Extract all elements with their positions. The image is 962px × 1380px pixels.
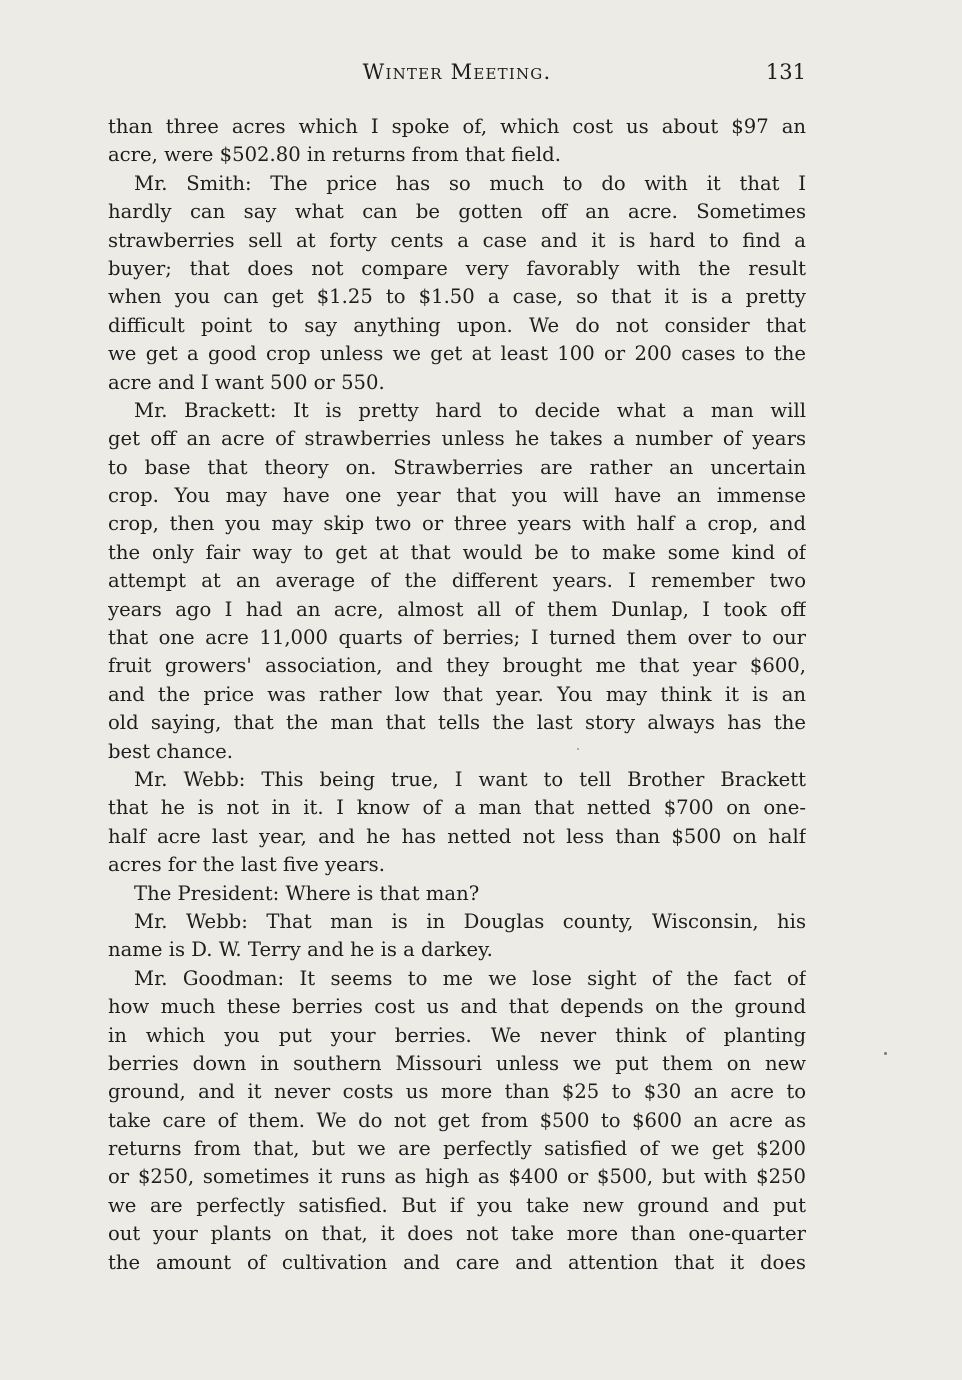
text-line: old saying, that the man that tells the last story always has the [108,711,806,735]
text-line: half acre last year, and he has netted not less than $500 on half [108,824,806,848]
paragraph [108,170,806,397]
text-line: attempt at an average of the different years. I remember two [108,569,806,593]
ink-speck [577,748,579,750]
text-line: we get a good crop unless we get at least 100 or 200 cases to the [108,342,806,366]
text-line: Mr. Goodman: It seems to me we lose sight of the fact of [134,966,806,990]
text-line: acre and I want 500 or 550. [108,370,385,394]
text-line: the only fair way to get at that would be to make some kind of [108,540,806,564]
text-line: difficult point to say anything upon. We do not consider that [108,313,806,337]
page-header [108,60,806,94]
text-line: strawberries sell at forty cents a case and it is hard to find a [108,228,806,252]
text-line: buyer; that does not compare very favorably with the result [108,256,806,280]
text-line: and the price was rather low that year. You may think it is an [108,682,806,706]
running-title: Winter Meeting. [362,60,552,84]
paragraph [108,397,806,766]
text-line: berries down in southern Missouri unless we put them on new [108,1051,806,1075]
paragraph [108,113,806,170]
text-line: in which you put your berries. We never think of planting [108,1023,806,1047]
text-line: how much these berries cost us and that depends on the ground [108,995,806,1019]
text-line: when you can get $1.25 to $1.50 a case, so that it is a pretty [108,285,806,309]
text-line: that he is not in it. I know of a man that netted $700 on one- [108,796,806,820]
paragraph [108,965,806,1277]
text-line: the amount of cultivation and care and attention that it does [108,1250,806,1274]
ink-speck [884,1052,887,1055]
paragraph [108,880,806,908]
text-line: Mr. Smith: The price has so much to do with it that I [134,171,806,195]
text-line: years ago I had an acre, almost all of them Dunlap, I took off [108,597,806,621]
text-line: fruit growers' association, and they brought me that year $600, [108,654,806,678]
text-line: crop, then you may skip two or three years with half a crop, and [108,512,806,536]
text-line: acre, were $502.80 in returns from that field. [108,143,561,167]
text-line: Mr. Brackett: It is pretty hard to decide what a man will [134,398,806,422]
text-line: Mr. Webb: This being true, I want to tell Brother Brackett [134,767,806,791]
text-line: acres for the last five years. [108,853,385,877]
text-line: get off an acre of strawberries unless he takes a number of years [108,427,806,451]
paragraph [108,908,806,965]
text-line: out your plants on that, it does not take more than one-quarter [108,1222,806,1246]
text-line: Mr. Webb: That man is in Douglas county, Wisconsin, his [134,909,806,933]
text-line: ground, and it never costs us more than $25 to $30 an acre to [108,1080,806,1104]
text-line: The President: Where is that man? [134,881,480,905]
text-line: than three acres which I spoke of, which cost us about $97 an [108,115,806,138]
text-line: take care of them. We do not get from $500 to $600 an acre as [108,1108,806,1132]
text-line: name is D. W. Terry and he is a darkey. [108,938,493,962]
body-text [108,113,806,1277]
text-line: that one acre 11,000 quarts of berries; I turned them over to our [108,626,806,650]
text-line: hardly can say what can be gotten off an acre. Sometimes [108,200,806,224]
text-line: returns from that, but we are perfectly satisfied of we get $200 [108,1137,806,1161]
text-line: or $250, sometimes it runs as high as $400 or $500, but with $250 [108,1165,806,1189]
text-line: best chance. [108,739,233,763]
text-line: to base that theory on. Strawberries are rather an uncertain [108,455,806,479]
paragraph [108,766,806,880]
page-number: 131 [765,60,806,84]
text-line: we are perfectly satisfied. But if you take new ground and put [108,1193,806,1217]
text-line: crop. You may have one year that you will have an immense [108,484,806,508]
